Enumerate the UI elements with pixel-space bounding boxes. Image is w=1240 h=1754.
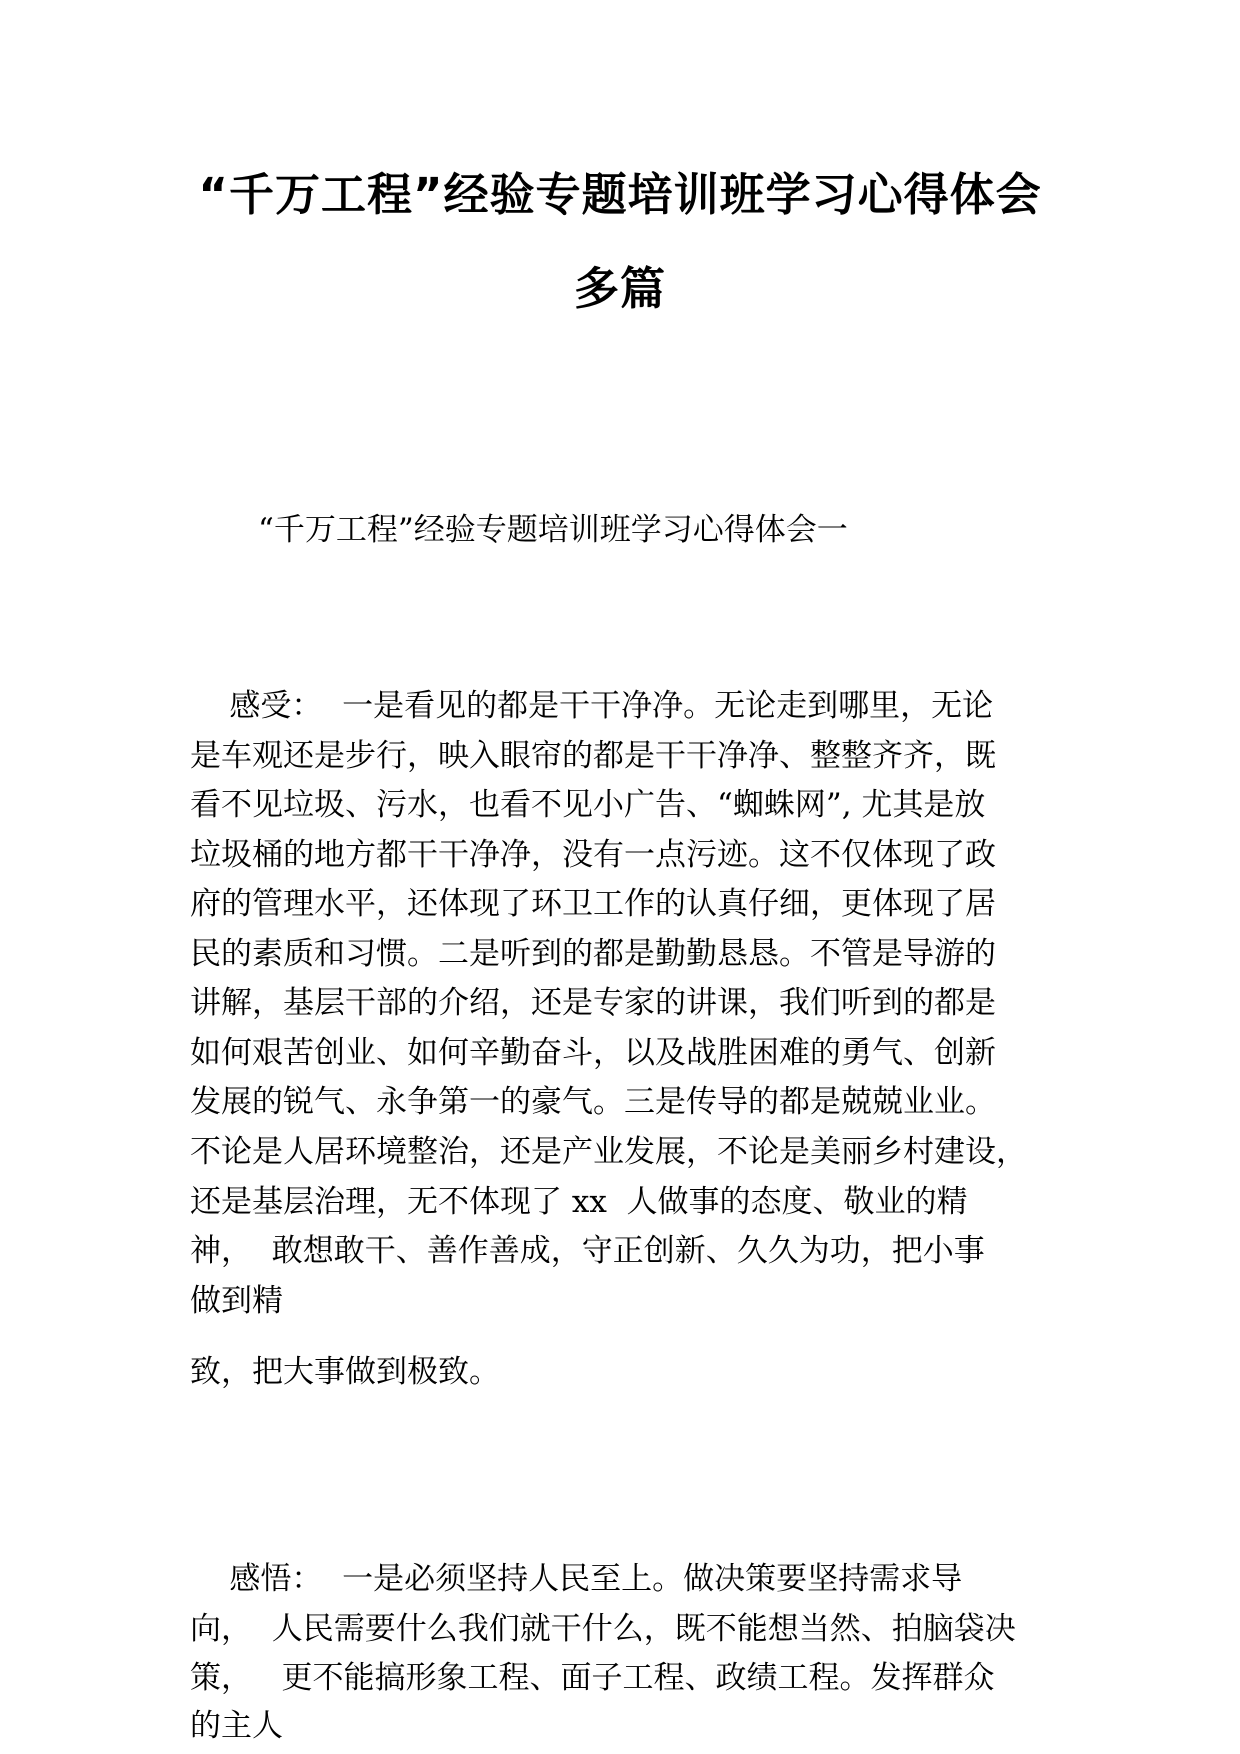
paragraph-1-line: 是车观还是步行，映入眼帘的都是干干净净、整整齐齐，既 bbox=[190, 738, 996, 774]
paragraph-1-line: 发展的锐气、永争第一的豪气。三是传导的都是兢兢业业。 bbox=[190, 1084, 996, 1120]
document-title-line-1: “千万工程”经验专题培训班学习心得体会 bbox=[198, 168, 1042, 221]
paragraph-1-line: 神， 敢想敢干、善作善成，守正创新、久久为功，把小事 bbox=[190, 1233, 985, 1269]
paragraph-1-line: 不论是人居环境整治，还是产业发展，不论是美丽乡村建设， bbox=[190, 1134, 1027, 1170]
paragraph-2-line: 策， 更不能搞形象工程、面子工程、政绩工程。发挥群众 bbox=[190, 1660, 995, 1696]
paragraph-2-line: 感悟： 一是必须坚持人民至上。做决策要坚持需求导 bbox=[190, 1561, 963, 1597]
section-heading: “千万工程”经验专题培训班学习心得体会一 bbox=[258, 512, 848, 548]
paragraph-1-line: 府的管理水平，还体现了环卫工作的认真仔细，更体现了居 bbox=[190, 886, 996, 922]
paragraph-1-line: 垃圾桶的地方都干干净净，没有一点污迹。这不仅体现了政 bbox=[190, 837, 996, 873]
paragraph-1-line: 看不见垃圾、污水，也看不见小广告、“蜘蛛网”, 尤其是放 bbox=[190, 787, 986, 823]
paragraph-1-line: 做到精 bbox=[190, 1283, 283, 1319]
paragraph-1-line: 如何艰苦创业、如何辛勤奋斗，以及战胜困难的勇气、创新 bbox=[190, 1035, 996, 1071]
document-title-line-2: 多篇 bbox=[573, 262, 666, 315]
paragraph-1-line: 民的素质和习惯。二是听到的都是勤勤恳恳。不管是导游的 bbox=[190, 936, 996, 972]
paragraph-1-tail: 致，把大事做到极致。 bbox=[190, 1354, 500, 1390]
paragraph-1-line: 讲解，基层干部的介绍，还是专家的讲课，我们听到的都是 bbox=[190, 985, 996, 1021]
paragraph-2-line: 向， 人民需要什么我们就干什么，既不能想当然、拍脑袋决 bbox=[190, 1611, 1016, 1647]
paragraph-1-line: 还是基层治理，无不体现了 xx 人做事的态度、敬业的精 bbox=[190, 1184, 968, 1220]
paragraph-1-line: 感受： 一是看见的都是干干净净。无论走到哪里，无论 bbox=[190, 688, 994, 724]
paragraph-2-line: 的主人 bbox=[190, 1708, 283, 1744]
document-title bbox=[160, 148, 1080, 336]
